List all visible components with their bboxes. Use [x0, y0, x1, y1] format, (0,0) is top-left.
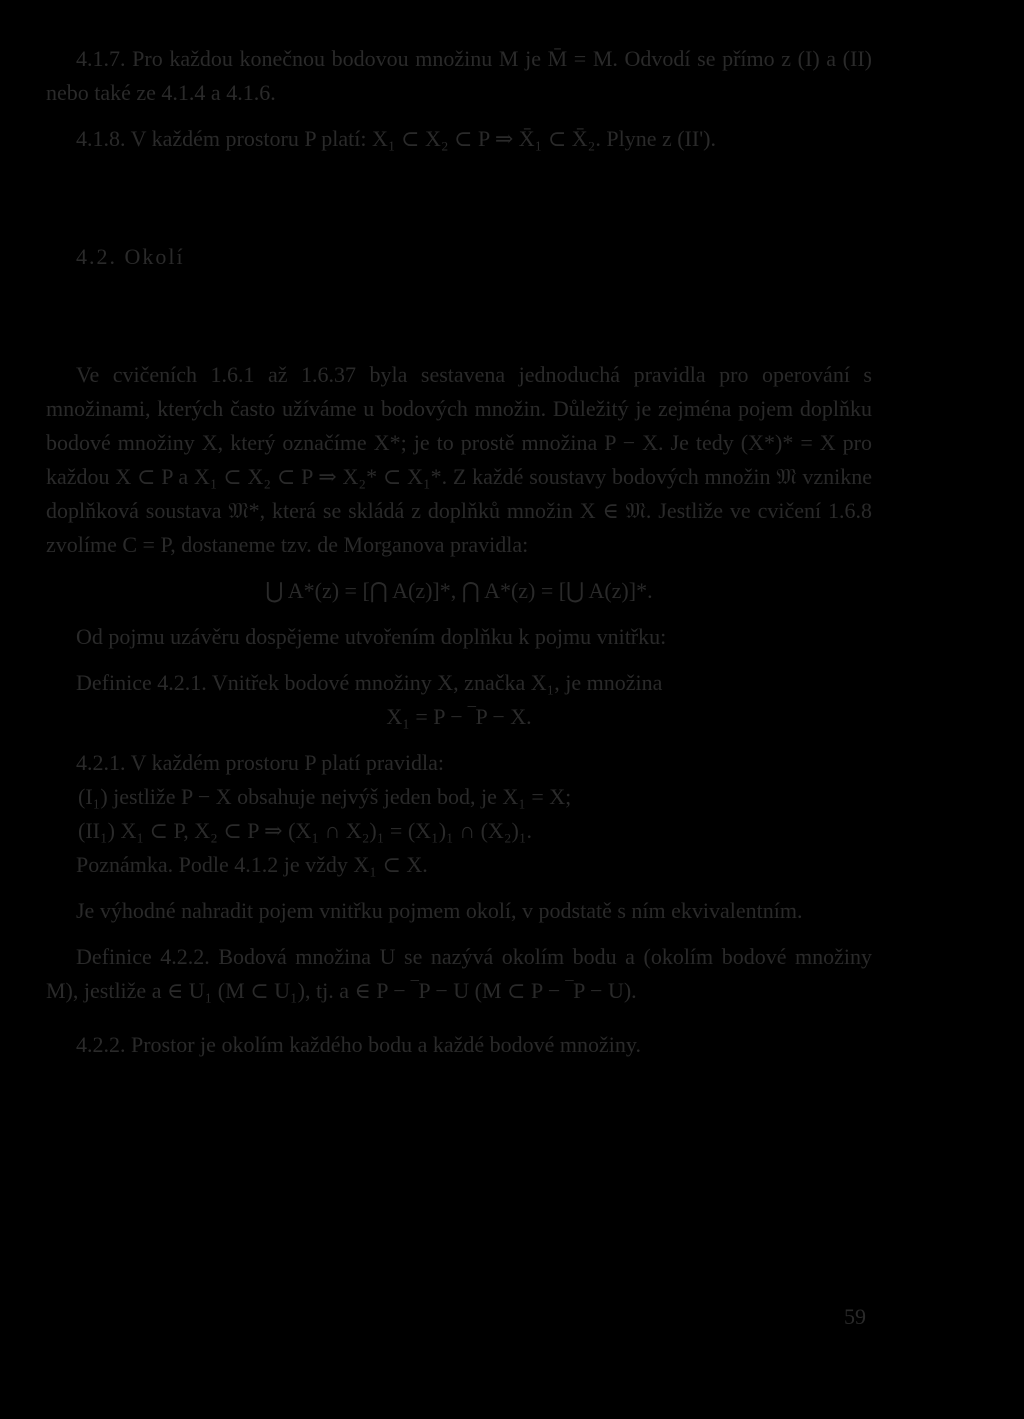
note-paragraph: Poznámka. Podle 4.1.2 je vždy X₁ ⊂ X.	[76, 852, 428, 877]
rule-ii1: (II₁) X₁ ⊂ P, X₂ ⊂ P ⇒ (X₁ ∩ X₂)₁ = (X₁)₁ ∩ (X₂)₁.	[78, 818, 532, 843]
definition-4-2-1: Definice 4.2.1. Vnitřek bodové množiny X, značka X₁, je množina	[76, 670, 663, 695]
section-title: 4.2. Okolí	[76, 244, 185, 269]
interior-formula: X₁ = P − ‾P − X.	[386, 704, 532, 729]
morgan-formula: ⋃ A*(z) = [⋂ A(z)]*, ⋂ A*(z) = [⋃ A(z)]*.	[265, 578, 653, 603]
definition-4-2-2: Definice 4.2.2. Bodová množina U se nazývá okolím bodu a (okolím bodové množiny M), jestliže a ∈ U₁ (M ⊂ U₁), tj. a ∈ P − ‾P − U (M ⊂ P − ‾P − U).	[46, 944, 872, 1003]
paragraph-4-1-8: 4.1.8. V každém prostoru P platí: X₁ ⊂ X₂ ⊂ P ⇒ X̄₁ ⊂ X̄₂. Plyne z (II').	[76, 126, 716, 151]
intro-paragraph: Ve cvičeních 1.6.1 až 1.6.37 byla sestavena jednoduchá pravidla pro operování s množinami, kterých často užíváme u bodových množin. Důležitý je zejména pojem doplňku bodové množiny X, který označíme X*; je to prostě množina P − X. Je tedy (X*)* = X pro každou X ⊂ P a X₁ ⊂ X₂ ⊂ P ⇒ X₂* ⊂ X₁*. Z každé soustavy bodových množin 𝔐 vznikne doplňková soustava 𝔐*, která se skládá z doplňků množin X ∈ 𝔐. Jestliže ve cvičení 1.6.8 zvolíme C = P, dostaneme tzv. de Morganova pravidla:	[46, 362, 872, 557]
advantage-paragraph: Je výhodné nahradit pojem vnitřku pojmem okolí, v podstatě s ním ekvivalentním.	[76, 898, 803, 923]
paragraph-4-2-1: 4.2.1. V každém prostoru P platí pravidla:	[76, 750, 445, 775]
page-number: 59	[844, 1304, 866, 1329]
rule-i1: (I₁) jestliže P − X obsahuje nejvýš jeden bod, je X₁ = X;	[78, 784, 572, 809]
paragraph-4-1-7: 4.1.7. Pro každou konečnou bodovou množinu M je M̄ = M. Odvodí se přímo z (I) a (II) nebo také ze 4.1.4 a 4.1.6.	[46, 46, 872, 105]
transition-paragraph: Od pojmu uzávěru dospějeme utvořením doplňku k pojmu vnitřku:	[76, 624, 667, 649]
paragraph-4-2-2: 4.2.2. Prostor je okolím každého bodu a každé bodové množiny.	[76, 1032, 641, 1057]
page-body	[46, 42, 872, 1062]
